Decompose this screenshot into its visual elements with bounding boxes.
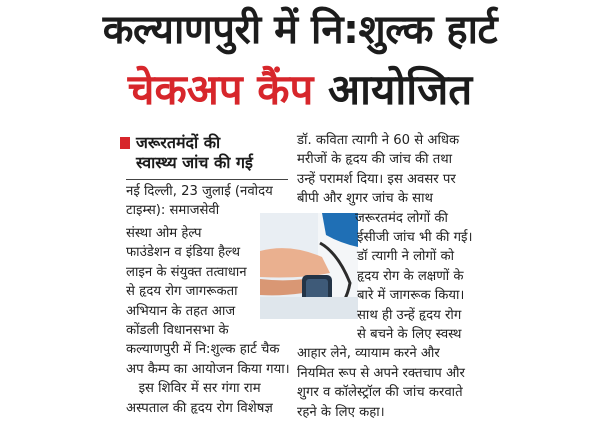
text-line: बारे में जागरूक किया। xyxy=(357,288,465,304)
text-line: हृदय रोग के लक्षणों के xyxy=(357,268,464,284)
right-column-body xyxy=(297,131,475,422)
text-line: अस्पताल की हृदय रोग विशेषज्ञ xyxy=(126,400,273,416)
text-line: ईसीजी जांच भी की गई। xyxy=(357,230,473,246)
text-line: मरीजों के हृदय की जांच की तथा xyxy=(297,152,453,168)
text-line: नई दिल्ली, 23 जुलाई (नवोदय xyxy=(126,184,273,199)
text-line: डॉ त्यागी ने लोगों को xyxy=(357,249,455,265)
text-line: से हृदय रोग जागरूकता xyxy=(126,284,238,300)
text-line: अभियान के तहत आज xyxy=(126,303,236,319)
headline-line-2 xyxy=(0,64,600,116)
text-line: टाइम्स): समाजसेवी xyxy=(126,203,220,219)
text-line: डॉ. कविता त्यागी ने 60 से अधिक xyxy=(297,133,460,148)
subheading xyxy=(120,133,292,173)
text-line: इस शिविर में सर गंगा राम xyxy=(126,381,261,397)
text-line: नियमित रूप से अपने रक्तचाप और xyxy=(297,365,465,381)
text-line: अप कैम्प का आयोजन किया गया। xyxy=(126,361,290,377)
subheading-line-2: स्वास्थ्य जांच की गई xyxy=(136,153,253,172)
text-line: शुगर व कॉलेस्ट्रॉल की जांच करवाते xyxy=(297,385,463,401)
text-line: जरूरतमंद लोगों की xyxy=(355,210,448,226)
text-line: बीपी और शुगर जांच के साथ xyxy=(297,191,433,207)
text-line: लाइन के संयुक्त तत्वाधान xyxy=(126,264,247,280)
text-line: रहने के लिए कहा। xyxy=(297,404,385,420)
text-line: फाउंडेशन व इंडिया हैल्थ xyxy=(126,245,241,261)
text-line: संस्था ओम हेल्प xyxy=(126,226,202,241)
text-line: उन्हें परामर्श दिया। इस अवसर पर xyxy=(297,171,456,187)
subheading-divider xyxy=(126,179,288,180)
text-line: साथ ही उन्हें हृदय रोग xyxy=(357,307,462,323)
headline-line-1: कल्याणपुरी में नि:शुल्क हार्ट xyxy=(102,7,498,53)
headline-red-text: चेकअप कैंप xyxy=(127,65,314,114)
text-line: आहार लेने, व्यायाम करने और xyxy=(297,346,440,362)
text-line: कोंडली विधानसभा के xyxy=(126,323,229,339)
text-line: कल्याणपुरी में नि:शुल्क हार्ट चैक xyxy=(126,342,280,358)
headline-black-text: आयोजित xyxy=(328,65,473,114)
subheading-line-1: जरूरतमंदों की xyxy=(136,133,221,152)
text-line: से बचने के लिए स्वस्थ xyxy=(357,327,462,343)
red-square-bullet-icon xyxy=(120,137,130,149)
